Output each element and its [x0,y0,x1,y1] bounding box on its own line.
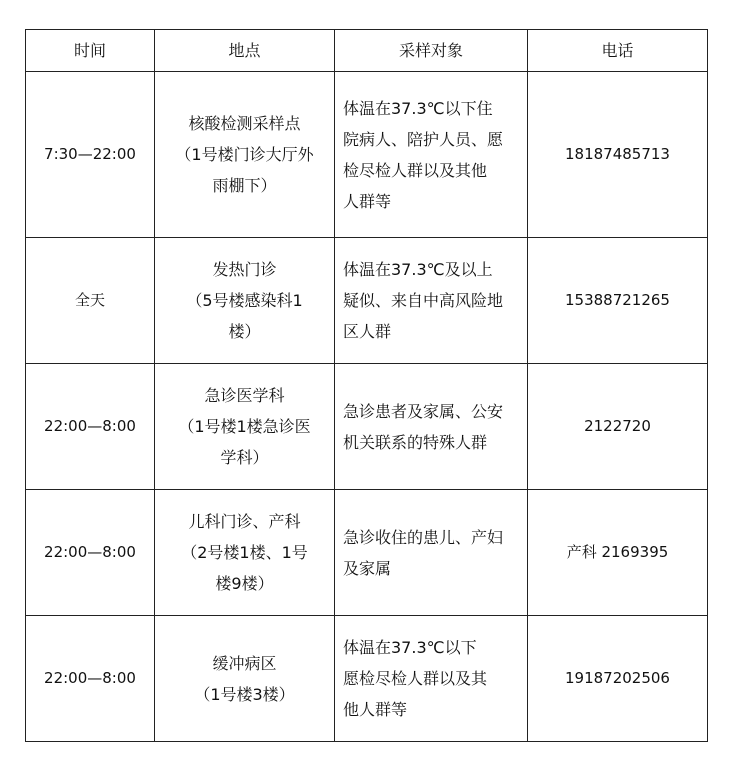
place-line: （5号楼感染科1 [186,291,303,310]
target-line: 院病人、陪护人员、愿 [343,129,504,149]
header-row [26,30,708,72]
target-line: 急诊收住的患儿、产妇 [343,527,504,547]
table-row [26,364,708,490]
target-line: 及家属 [343,558,392,578]
time-cell: 22:00—8:00 [26,364,155,490]
place-line: 雨棚下） [212,176,277,195]
target-line: 体温在37.3℃以下 [343,638,477,657]
table-row [26,72,708,238]
place-line: 急诊医学科 [204,386,285,405]
place-line: 发热门诊 [212,260,277,279]
target-cell [335,72,528,238]
header-time: 时间 [26,30,155,72]
table-row [26,238,708,364]
target-line: 疑似、来自中高风险地 [343,291,504,310]
target-line: 机关联系的特殊人群 [343,432,488,452]
place-line: 核酸检测采样点 [188,114,301,133]
place-cell [155,490,335,616]
target-line: 急诊患者及家属、公安 [343,401,504,421]
phone-cell: 19187202506 [528,616,708,742]
target-cell [335,238,528,364]
place-cell [155,616,335,742]
target-line: 人群等 [343,191,392,211]
target-line: 他人群等 [343,700,408,719]
target-cell [335,364,528,490]
table-row [26,490,708,616]
table-row [26,616,708,742]
phone-cell: 产科 2169395 [528,490,708,616]
time-cell: 22:00—8:00 [26,490,155,616]
time-cell: 7:30—22:00 [26,72,155,238]
target-cell [335,616,528,742]
place-cell [155,364,335,490]
time-cell: 全天 [26,238,155,364]
place-line: 儿科门诊、产科 [188,512,301,531]
header-phone: 电话 [528,30,708,72]
target-line: 体温在37.3℃以下住 [343,98,493,118]
place-line: 楼） [228,322,261,341]
place-line: 楼9楼） [215,574,274,593]
target-line: 检尽检人群以及其他 [343,160,488,180]
header-target: 采样对象 [335,30,528,72]
target-line: 区人群 [343,322,392,341]
place-line: （1号楼1楼急诊医 [178,417,311,436]
place-cell [155,238,335,364]
place-line: 学科） [220,448,269,467]
phone-cell: 18187485713 [528,72,708,238]
header-place: 地点 [155,30,335,72]
place-cell [155,72,335,238]
time-cell: 22:00—8:00 [26,616,155,742]
target-line: 体温在37.3℃及以上 [343,260,493,279]
target-cell [335,490,528,616]
target-line: 愿检尽检人群以及其 [343,669,488,688]
phone-cell: 15388721265 [528,238,708,364]
place-line: （2号楼1楼、1号 [181,543,308,562]
phone-cell: 2122720 [528,364,708,490]
place-line: （1号楼门诊大厅外 [175,145,314,164]
place-line: 缓冲病区 [212,653,277,673]
schedule-table [25,29,708,742]
place-line: （1号楼3楼） [194,684,295,704]
